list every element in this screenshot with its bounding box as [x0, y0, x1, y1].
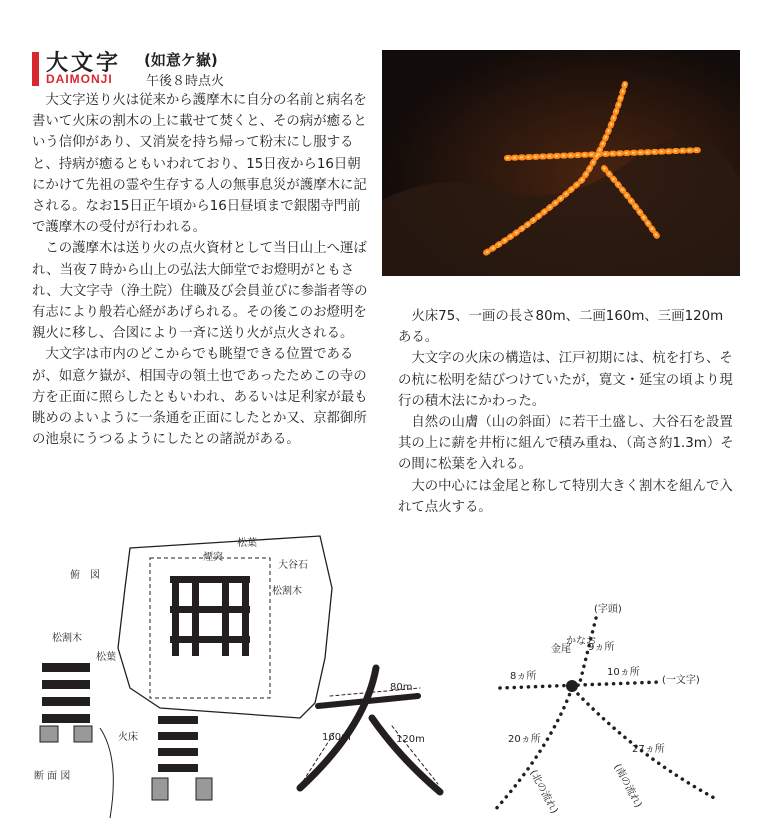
stroke-2-length: 160m — [322, 732, 351, 743]
count-lower-right: 27ヵ所 — [632, 744, 665, 755]
title-accent-bar — [32, 52, 39, 86]
chimney-label: 煙突 — [203, 552, 223, 563]
stroke-3-length: 120m — [396, 734, 425, 745]
split-wood-left-label: 松割木 — [52, 633, 82, 644]
romaji-title: DAIMONJI — [46, 72, 113, 86]
count-left: 8ヵ所 — [510, 671, 537, 682]
left-stroke-label: (北の流れ) — [527, 768, 560, 816]
stroke-1-length: 80m — [390, 682, 413, 693]
paragraph: 大文字は市内のどこからでも眺望できる位置であるが、如意ケ嶽が、相国寺の領土也であったためこの寺の方を正面に照らしたともいわれ、あるいは足利家が最も眺めのよいように一条通を正面にしたとか又、京都御所の池泉にうつるようにしたとの諸説がある。 — [32, 347, 368, 448]
page-title: 大文字 — [46, 51, 122, 76]
count-right: 10ヵ所 — [607, 667, 640, 678]
body-left-column — [32, 90, 368, 450]
daimonji-fire-photo — [382, 50, 740, 276]
head-label: (字頭) — [594, 604, 622, 615]
page-subtitle: (如意ケ嶽) — [144, 51, 218, 69]
right-stroke-label: (南の流れ) — [611, 762, 644, 810]
hearth-structure-diagram — [0, 528, 768, 829]
paragraph: この護摩木は送り火の点火資材として当日山上へ運ばれ、当夜７時から山上の弘法大師堂でお燈明がともされ、大文字寺（浄土院）住職及び会員並びに参詣者等の有志により般若心経があげられる。その後このお燈明を親火に移し、合図により一斉に送り火が点火される。 — [32, 241, 368, 342]
ichimonji-label: (一文字) — [662, 675, 700, 686]
paragraph: 大の中心には金尾と称して特別大きく割木を組んで入れて点火する。 — [398, 478, 733, 515]
paragraph: 自然の山膚（山の斜面）に若干土盛し、大谷石を設置其の上に薪を井桁に組んで積み重ね、（高さ約1.3m）その間に松葉を入れる。 — [398, 415, 734, 473]
section-view-label: 断 面 図 — [34, 771, 71, 782]
plan-view-label: 俯 図 — [70, 570, 100, 581]
kanao-label: 金尾 — [551, 644, 571, 655]
oya-stone-label: 大谷石 — [278, 560, 308, 571]
count-lower-left: 20ヵ所 — [508, 734, 541, 745]
count-top: 9ヵ所 — [588, 642, 615, 653]
split-wood-label: 松割木 — [272, 586, 302, 597]
pine-needles-label: 松葉 — [237, 538, 257, 549]
paragraph: 火床75、一画の長さ80m、二画160m、三画120m ある。 — [398, 309, 737, 346]
kanao-ruby: かなお — [566, 636, 596, 647]
lighting-time: 午後８時点火 — [146, 74, 225, 89]
hearth-label: 火床 — [118, 732, 138, 743]
body-right-column — [398, 306, 738, 518]
paragraph: 大文字送り火は従来から護摩木に自分の名前と病名を書いて火床の割木の上に載せて焚くと、その病が癒るという信仰があり、又消炭を持ち帰って粉末にし服すると、持病が癒るともいわれており、15日夜から16日朝にかけて先祖の霊や生存する人の無事息災が護摩木に記される。なお15日正午頃から16日昼頃まで銀閣寺門前で護摩木の受付が行われる。 — [32, 93, 367, 236]
pine-left-label: 松葉 — [96, 652, 116, 663]
paragraph: 大文字の火床の構造は、江戸初期には、杭を打ち、その杭に松明を結びつけていたが，寛文・延宝の頃より現行の積木法にかわった。 — [398, 351, 733, 409]
